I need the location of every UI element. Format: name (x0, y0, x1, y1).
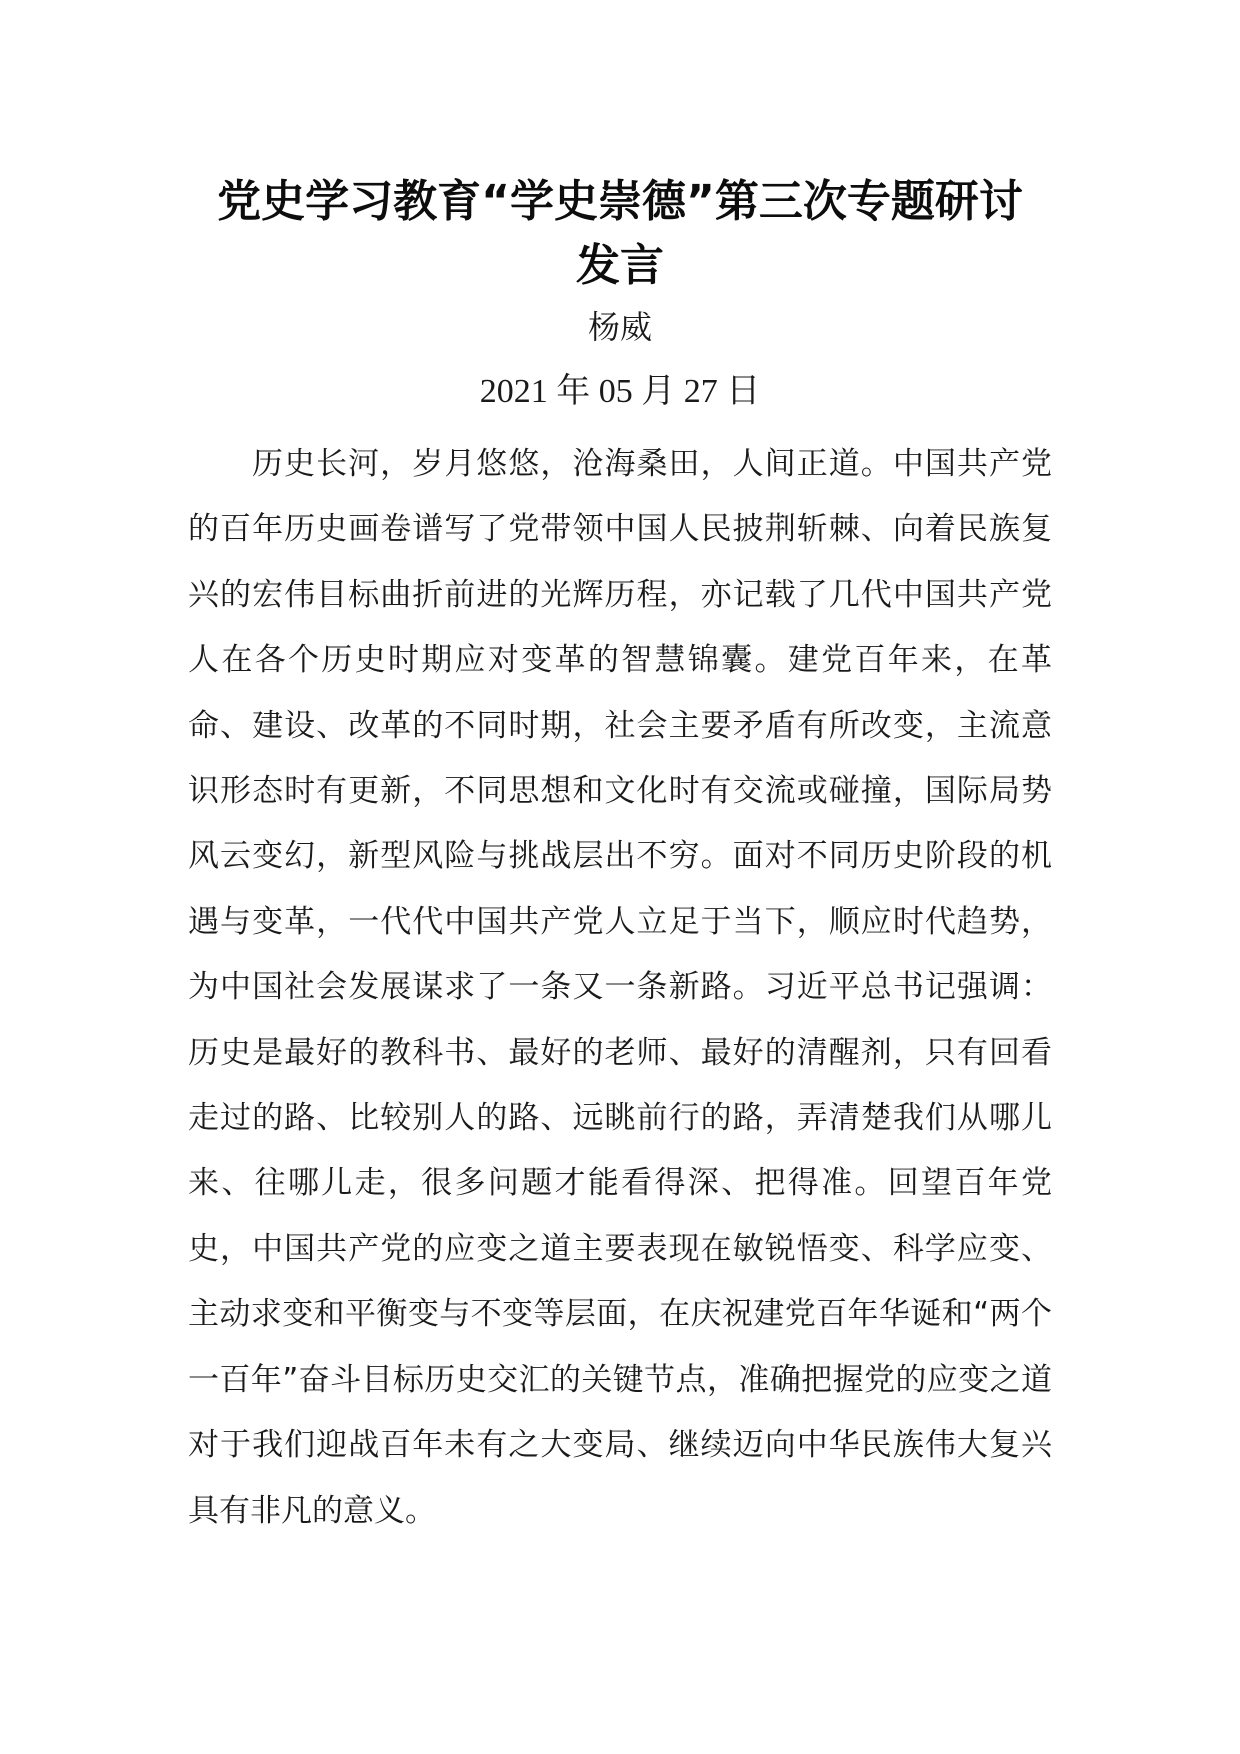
author-name: 杨威 (587, 308, 652, 346)
body-paragraph: 历史长河，岁月悠悠，沧海桑田，人间正道。中国共产党的百年历史画卷谱写了党带领中国人民披荆斩棘、向着民族复兴的宏伟目标曲折前进的光辉历程，亦记载了几代中国共产党人在各个历史时期应对变革的智慧锦囊。建党百年来，在革命、建设、改革的不同时期，社会主要矛盾有所改变，主流意识形态时有更新，不同思想和文化时有交流或碰撞，国际局势风云变幻，新型风险与挑战层出不穷。面对不同历史阶段的机遇与变革，一代代中国共产党人立足于当下，顺应时代趋势，为中国社会发展谋求了一条又一条新路。习近平总书记强调：历史是最好的教科书、最好的老师、最好的清醒剂，只有回看走过的路、比较别人的路、远眺前行的路，弄清楚我们从哪儿来、往哪儿走，很多问题才能看得深、把得准。回望百年党史，中国共产党的应变之道主要表现在敏锐悟变、科学应变、主动求变和平衡变与不变等层面，在庆祝建党百年华诞和“两个一百年”奋斗目标历史交汇的关键节点，准确把握党的应变之道对于我们迎战百年未有之大变局、继续迈向中华民族伟大复兴具有非凡的意义。 (188, 446, 1052, 1529)
document-title: 党史学习教育“学史崇德”第三次专题研讨发言 (217, 176, 1023, 291)
document-date: 2021 年 05 月 27 日 (479, 373, 761, 410)
